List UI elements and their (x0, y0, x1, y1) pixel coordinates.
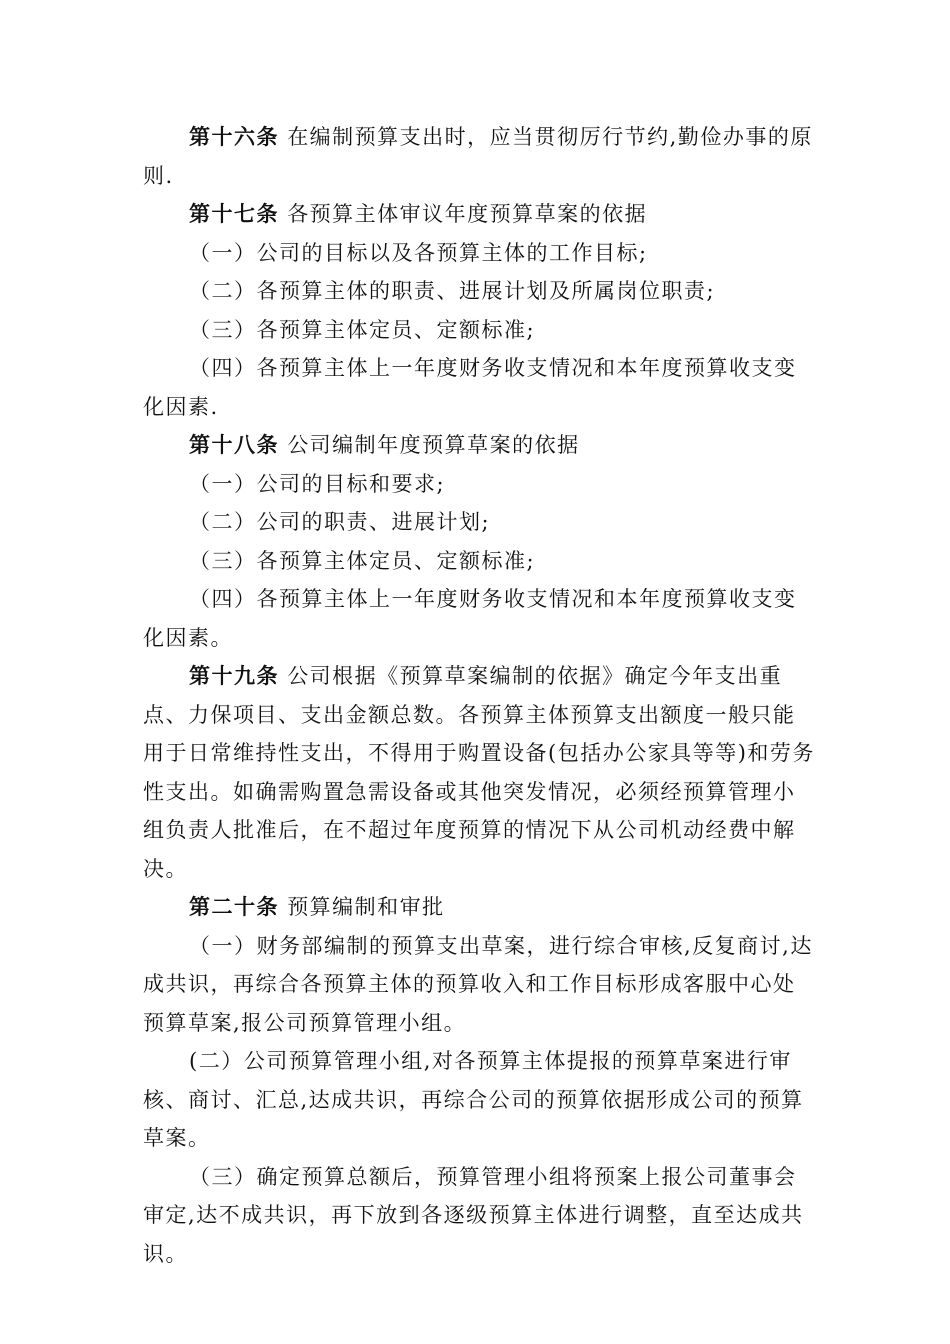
article-20 (143, 888, 815, 927)
article-18 (143, 426, 815, 465)
list-item: （三）确定预算总额后，预算管理小组将预案上报公司董事会审定,达不成共识，再下放到各逐级预算主体进行调整，直至达成共识。 (143, 1164, 804, 1266)
list-item: （三）各预算主体定员、定额标准; (189, 317, 536, 342)
list-item: （一）公司的目标以及各预算主体的工作目标; (189, 240, 648, 265)
article-heading: 第十七条 (189, 201, 279, 226)
article-17 (143, 195, 815, 234)
article-heading: 第十八条 (189, 432, 279, 457)
list-item: （一）公司的目标和要求; (189, 471, 446, 496)
article-text: 公司编制年度预算草案的依据 (287, 433, 580, 457)
document-body (143, 118, 815, 1273)
list-item: （二）各预算主体的职责、进展计划及所属岗位职责; (189, 279, 716, 303)
article-text: 各预算主体审议年度预算草案的依据 (287, 202, 648, 226)
article-text: 在编制预算支出时，应当贯彻厉行节约,勤俭办事的原则. (143, 125, 813, 188)
list-item: （二）公司的职责、进展计划; (189, 510, 491, 534)
list-item: (二）公司预算管理小组,对各预算主体提报的预算草案进行审核、商讨、汇总,达成共识，再综合公司的预算依据形成公司的预算草案。 (143, 1049, 804, 1150)
article-text: 公司根据《预算草案编制的依据》确定今年支出重点、力保项目、支出金额总数。各预算主体预算支出额度一般只能用于日常维持性支出，不得用于购置设备(包括办公家具等等)和劳务性支出。如确需购置急需设备或其他突发情况，必须经预算管理小组负责人批准后，在不超过年度预算的情况下从公司机动经费中解决。 (143, 664, 815, 881)
article-heading: 第十九条 (189, 663, 279, 688)
list-item: （一）财务部编制的预算支出草案，进行综合审核,反复商讨,达成共识，再综合各预算主体的预算收入和工作目标形成客服中心处预算草案,报公司预算管理小组。 (143, 933, 813, 1035)
list-item: （四）各预算主体上一年度财务收支情况和本年度预算收支变化因素。 (143, 587, 797, 650)
article-heading: 第十六条 (189, 124, 279, 149)
article-text: 预算编制和审批 (287, 895, 445, 919)
article-heading: 第二十条 (189, 894, 279, 919)
article-16 (143, 118, 815, 195)
list-item: （四）各预算主体上一年度财务收支情况和本年度预算收支变化因素. (143, 356, 797, 419)
list-item: （三）各预算主体定员、定额标准; (189, 548, 536, 573)
article-19 (143, 657, 815, 888)
